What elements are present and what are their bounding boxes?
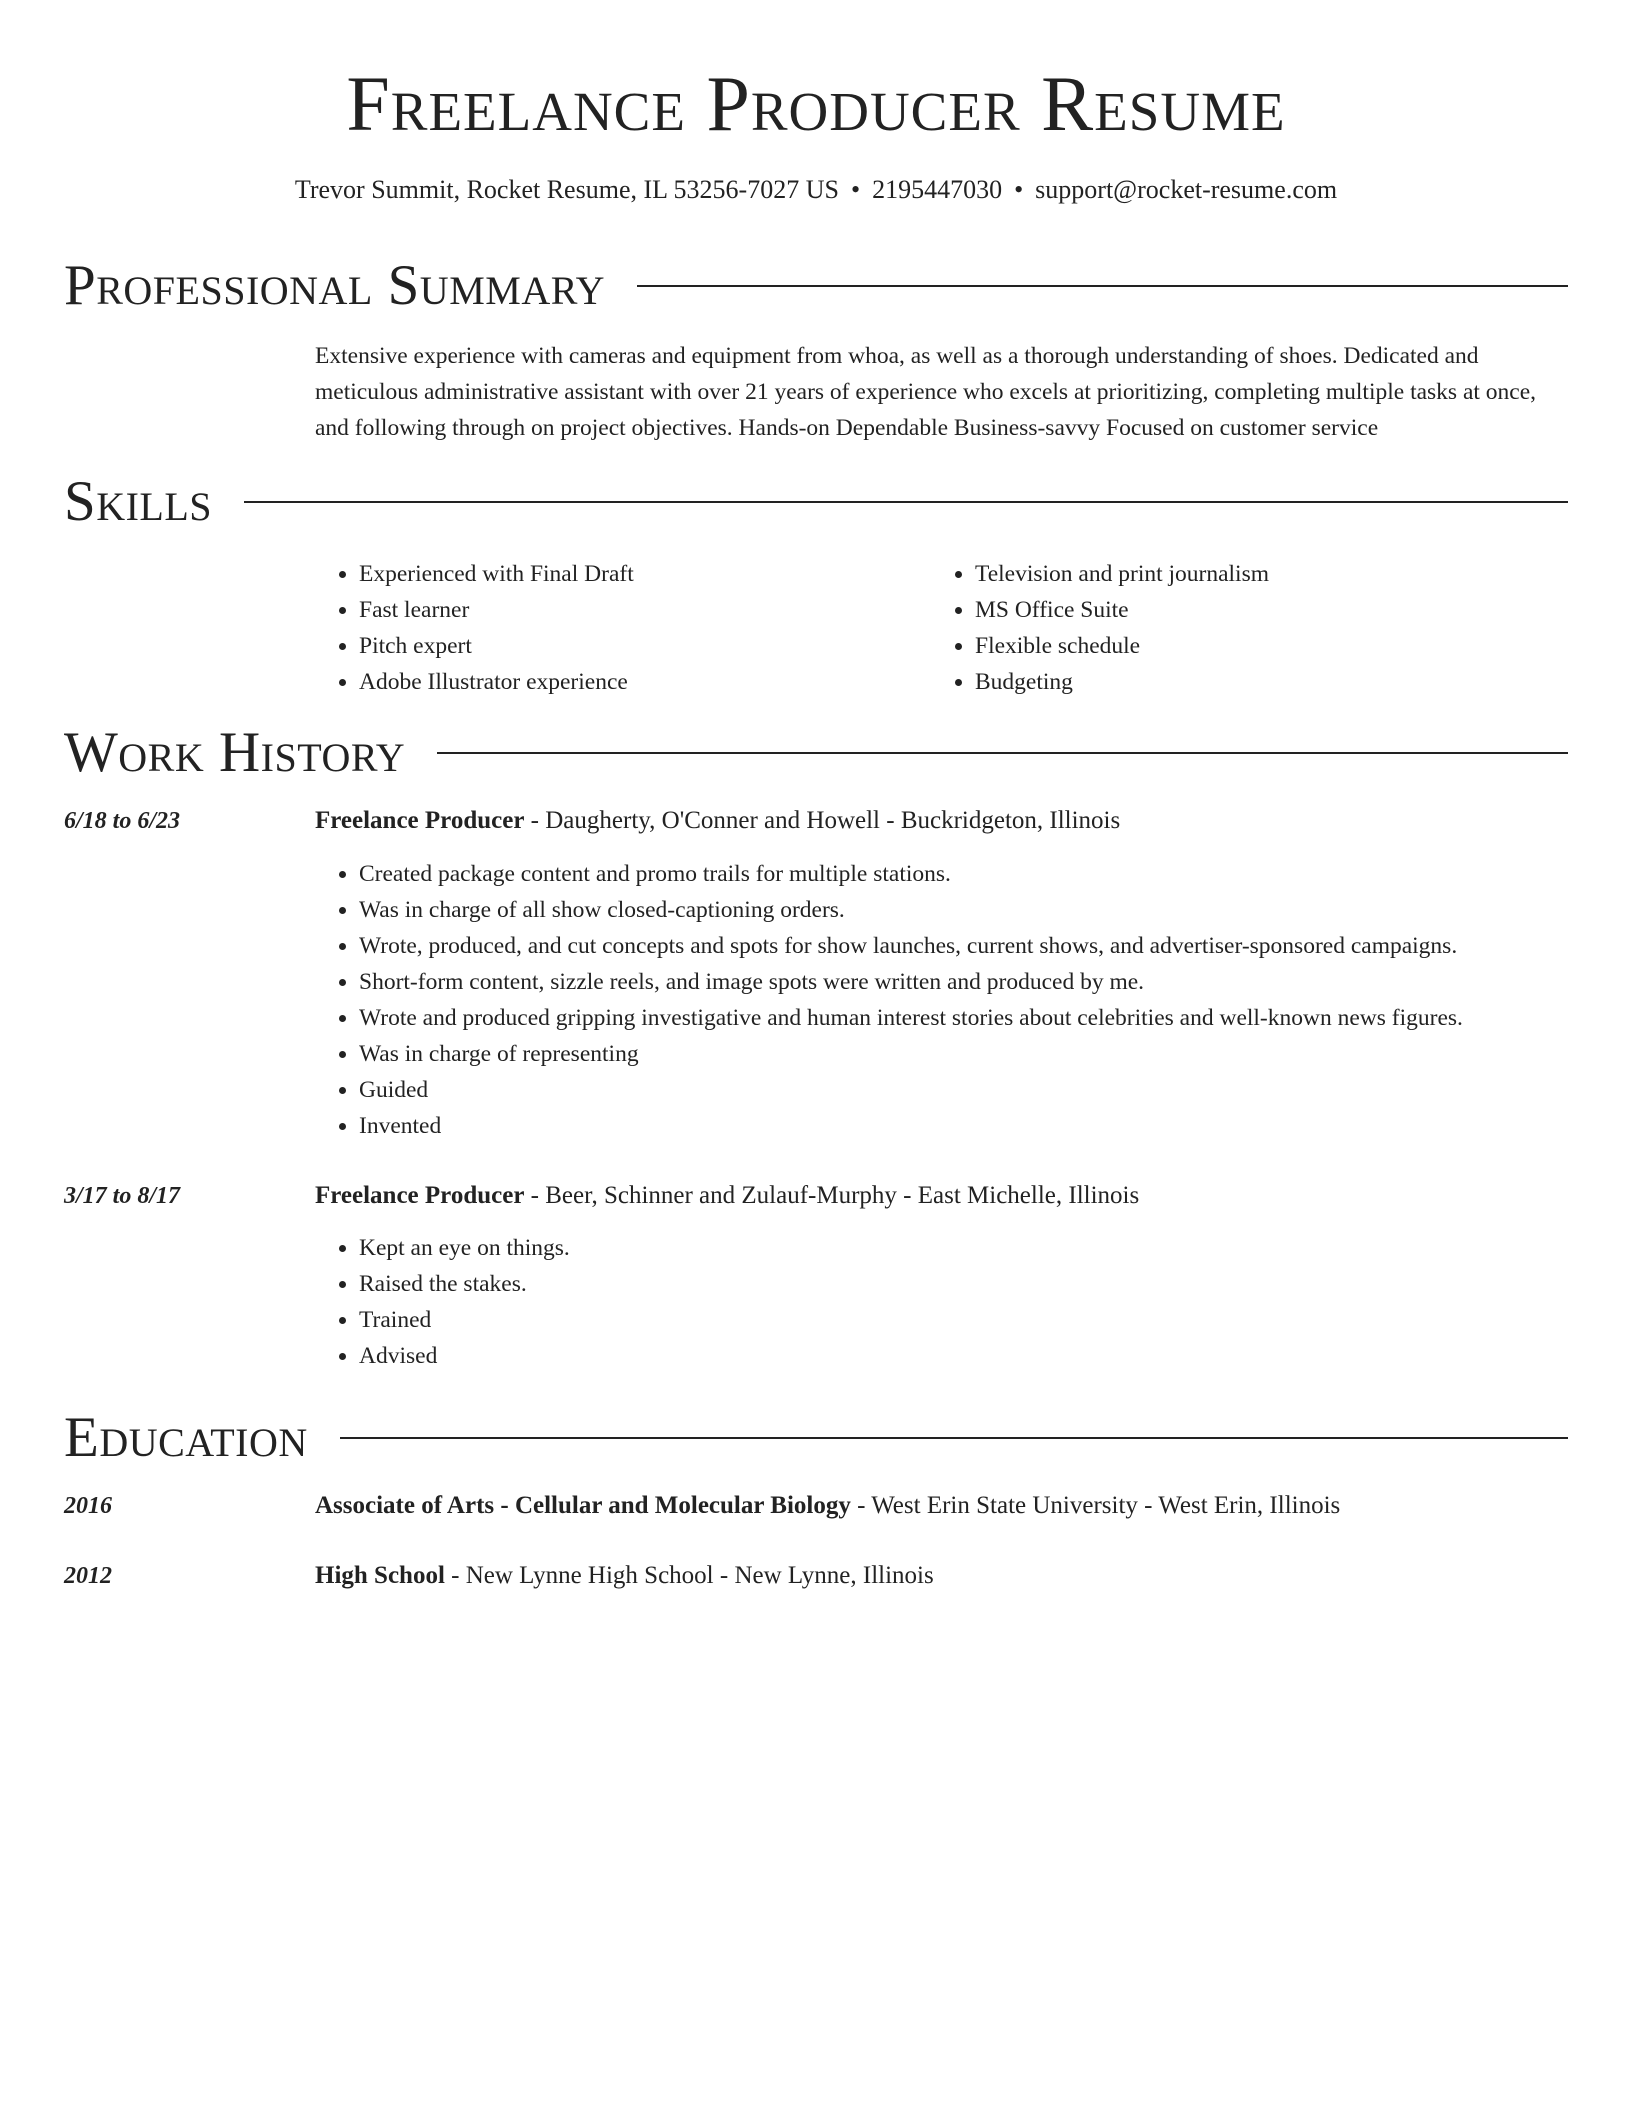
education-year: 2012 bbox=[64, 1563, 112, 1589]
education-degree: High School bbox=[315, 1562, 445, 1589]
contact-phone: 2195447030 bbox=[872, 175, 1003, 204]
skill-item: • MS Office Suite bbox=[975, 592, 1547, 628]
education-section-header bbox=[64, 1403, 1568, 1473]
education-heading: Education bbox=[64, 1406, 308, 1469]
work-section-header bbox=[64, 718, 1568, 788]
job-bullet: • Was in charge of representing bbox=[359, 1036, 1568, 1072]
section-divider bbox=[437, 752, 1568, 754]
job-bullets bbox=[315, 1230, 1568, 1374]
skills-column-right bbox=[931, 556, 1547, 700]
education-school: - New Lynne High School - New Lynne, Illinois bbox=[444, 1562, 934, 1589]
summary-section-header bbox=[64, 251, 1568, 321]
job-heading bbox=[315, 1180, 1568, 1212]
skill-item: • Budgeting bbox=[975, 664, 1547, 700]
skills-heading: Skills bbox=[64, 470, 213, 533]
job-bullet: • Short-form content, sizzle reels, and image spots were written and produced by me. bbox=[359, 964, 1568, 1000]
education-heading-line bbox=[315, 1490, 1568, 1522]
contact-email: support@rocket-resume.com bbox=[1035, 175, 1338, 204]
job-bullet: • Raised the stakes. bbox=[359, 1266, 1568, 1302]
education-degree: Associate of Arts - Cellular and Molecular Biology bbox=[315, 1492, 851, 1519]
contact-separator: • bbox=[850, 175, 861, 204]
job-employer: - Beer, Schinner and Zulauf-Murphy - East Michelle, Illinois bbox=[524, 1182, 1140, 1209]
job-bullet: • Guided bbox=[359, 1072, 1568, 1108]
job-bullet: • Advised bbox=[359, 1338, 1568, 1374]
section-divider bbox=[244, 501, 1568, 503]
contact-line bbox=[64, 174, 1568, 206]
contact-separator: • bbox=[1014, 175, 1024, 204]
skills-column-left bbox=[315, 556, 931, 700]
resume-title: Freelance Producer Resume bbox=[346, 60, 1286, 147]
job-title: Freelance Producer bbox=[315, 1182, 525, 1209]
education-heading-line bbox=[315, 1560, 1568, 1592]
job-bullet: • Wrote and produced gripping investigative and human interest stories about celebrities and well-known news figures. bbox=[359, 1000, 1568, 1036]
job-bullet: • Kept an eye on things. bbox=[359, 1230, 1568, 1266]
skill-item: • Television and print journalism bbox=[975, 556, 1547, 592]
job-title: Freelance Producer bbox=[315, 807, 525, 834]
job-bullet: • Wrote, produced, and cut concepts and spots for show launches, current shows, and advertiser-sponsored campaigns. bbox=[359, 928, 1568, 964]
skill-item: • Experienced with Final Draft bbox=[359, 556, 931, 592]
summary-heading: Professional Summary bbox=[64, 254, 606, 317]
skills-section-header bbox=[64, 467, 1568, 537]
job-heading bbox=[315, 805, 1568, 837]
summary-text: Extensive experience with cameras and equipment from whoa, as well as a thorough understanding of shoes. Dedicated and meticulous administrative assistant with over 21 years of experience who excels at prioritizing, completing multiple tasks at once, and following through on project objectives. Hands-on Dependable Business-savvy Focused on customer service bbox=[315, 343, 1537, 441]
section-divider bbox=[637, 285, 1568, 287]
job-bullet: • Was in charge of all show closed-captioning orders. bbox=[359, 892, 1568, 928]
job-bullet: • Created package content and promo trails for multiple stations. bbox=[359, 856, 1568, 892]
job-dates: 3/17 to 8/17 bbox=[64, 1183, 181, 1209]
education-school: - West Erin State University - West Erin, Illinois bbox=[850, 1492, 1341, 1519]
contact-address: Trevor Summit, Rocket Resume, IL 53256-7027 US bbox=[294, 175, 839, 204]
skill-item: • Flexible schedule bbox=[975, 628, 1547, 664]
education-year: 2016 bbox=[64, 1493, 112, 1519]
skill-item: • Fast learner bbox=[359, 592, 931, 628]
job-bullet: • Trained bbox=[359, 1302, 1568, 1338]
job-dates: 6/18 to 6/23 bbox=[64, 808, 181, 834]
skill-item: • Adobe Illustrator experience bbox=[359, 664, 931, 700]
skill-item: • Pitch expert bbox=[359, 628, 931, 664]
job-bullets bbox=[315, 856, 1568, 1144]
section-divider bbox=[340, 1437, 1568, 1439]
resume-page bbox=[64, 0, 1568, 1589]
work-heading: Work History bbox=[64, 721, 406, 784]
job-employer: - Daugherty, O'Conner and Howell - Buckridgeton, Illinois bbox=[524, 807, 1121, 834]
skills-list bbox=[315, 556, 1568, 700]
job-bullet: • Invented bbox=[359, 1108, 1568, 1144]
